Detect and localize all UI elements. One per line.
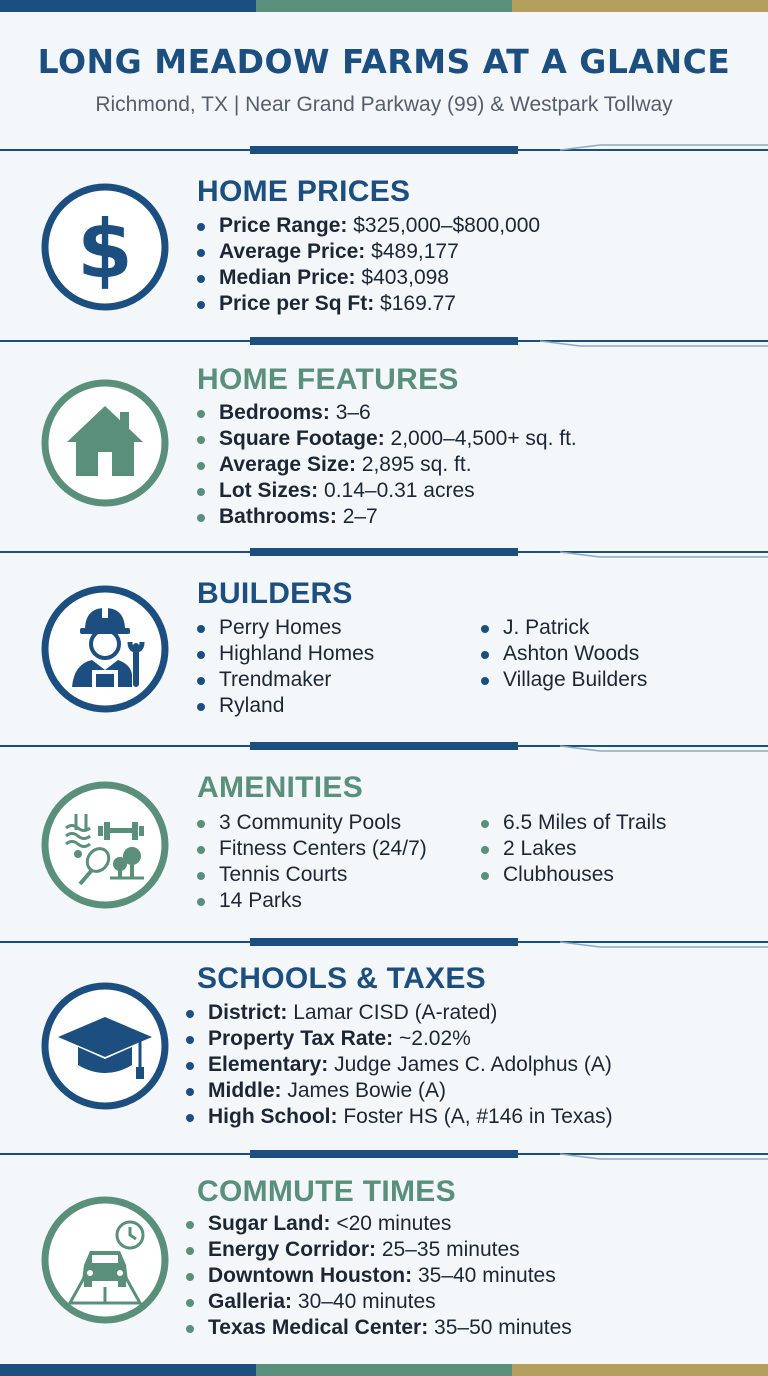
- page-subtitle: Richmond, TX | Near Grand Parkway (99) & Westpark Tollway: [95, 93, 673, 116]
- builders-list-left: [197, 615, 374, 719]
- list-item: Highland Homes: [197, 641, 374, 667]
- list-item: Sugar Land: <20 minutes: [186, 1211, 572, 1237]
- home-features-title: HOME FEATURES: [197, 363, 459, 396]
- list-item: Middle: James Bowie (A): [186, 1078, 613, 1104]
- amenities-title: AMENITIES: [197, 771, 364, 804]
- list-item: Elementary: Judge James C. Adolphus (A): [186, 1052, 613, 1078]
- list-item: Texas Medical Center: 35–50 minutes: [186, 1315, 572, 1341]
- list-item: Average Price: $489,177: [197, 239, 540, 265]
- page-title: LONG MEADOW FARMS AT A GLANCE: [37, 42, 731, 81]
- commute-times-section: [0, 1163, 768, 1358]
- bottom-color-bar: [0, 1364, 768, 1376]
- list-item: Bathrooms: 2–7: [197, 504, 577, 530]
- list-item: 3 Community Pools: [197, 810, 427, 836]
- commute-times-title: COMMUTE TIMES: [197, 1175, 456, 1208]
- car-clock-icon: [40, 1195, 170, 1325]
- amenities-section: [0, 756, 768, 931]
- list-item: Perry Homes: [197, 615, 374, 641]
- list-item: J. Patrick: [481, 615, 647, 641]
- list-item: Galleria: 30–40 minutes: [186, 1289, 572, 1315]
- builders-section: [0, 562, 768, 737]
- builders-list-right: [481, 615, 647, 693]
- list-item: Fitness Centers (24/7): [197, 836, 427, 862]
- schools-taxes-title: SCHOOLS & TAXES: [197, 962, 486, 995]
- list-item: Clubhouses: [481, 862, 666, 888]
- section-divider: [0, 935, 768, 949]
- amenities-list-left: [197, 810, 427, 914]
- list-item: 6.5 Miles of Trails: [481, 810, 666, 836]
- list-item: District: Lamar CISD (A-rated): [186, 1000, 613, 1026]
- list-item: Trendmaker: [197, 667, 374, 693]
- list-item: Price Range: $325,000–$800,000: [197, 213, 540, 239]
- list-item: Bedrooms: 3–6: [197, 400, 577, 426]
- section-divider: [0, 334, 768, 348]
- list-item: Lot Sizes: 0.14–0.31 acres: [197, 478, 577, 504]
- list-item: Energy Corridor: 25–35 minutes: [186, 1237, 572, 1263]
- list-item: Median Price: $403,098: [197, 265, 540, 291]
- list-item: Ryland: [197, 693, 374, 719]
- list-item: Average Size: 2,895 sq. ft.: [197, 452, 577, 478]
- home-prices-title: HOME PRICES: [197, 175, 411, 208]
- graduation-cap-icon: [40, 981, 170, 1111]
- schools-taxes-list: [186, 1000, 613, 1130]
- list-item: 2 Lakes: [481, 836, 666, 862]
- list-item: 14 Parks: [197, 888, 427, 914]
- svg-text:$: $: [77, 203, 133, 296]
- builders-title: BUILDERS: [197, 577, 353, 610]
- section-divider: [0, 143, 768, 157]
- list-item: Price per Sq Ft: $169.77: [197, 291, 540, 317]
- list-item: Downtown Houston: 35–40 minutes: [186, 1263, 572, 1289]
- list-item: Village Builders: [481, 667, 647, 693]
- commute-times-list: [186, 1211, 572, 1341]
- home-features-section: [0, 350, 768, 540]
- builder-icon: [40, 584, 170, 714]
- house-icon: [40, 378, 170, 508]
- list-item: Property Tax Rate: ~2.02%: [186, 1026, 613, 1052]
- schools-taxes-section: [0, 952, 768, 1142]
- home-prices-list: [197, 213, 540, 317]
- amenities-list-right: [481, 810, 666, 888]
- section-divider: [0, 545, 768, 559]
- page-header: [0, 42, 768, 117]
- home-features-list: [197, 400, 577, 530]
- list-item: Ashton Woods: [481, 641, 647, 667]
- amenities-icon: [40, 780, 170, 910]
- section-divider: [0, 739, 768, 753]
- list-item: Tennis Courts: [197, 862, 427, 888]
- list-item: Square Footage: 2,000–4,500+ sq. ft.: [197, 426, 577, 452]
- top-color-bar: [0, 0, 768, 12]
- list-item: High School: Foster HS (A, #146 in Texas): [186, 1104, 613, 1130]
- section-divider: [0, 1147, 768, 1161]
- home-prices-section: [0, 160, 768, 330]
- dollar-icon: [40, 182, 170, 312]
